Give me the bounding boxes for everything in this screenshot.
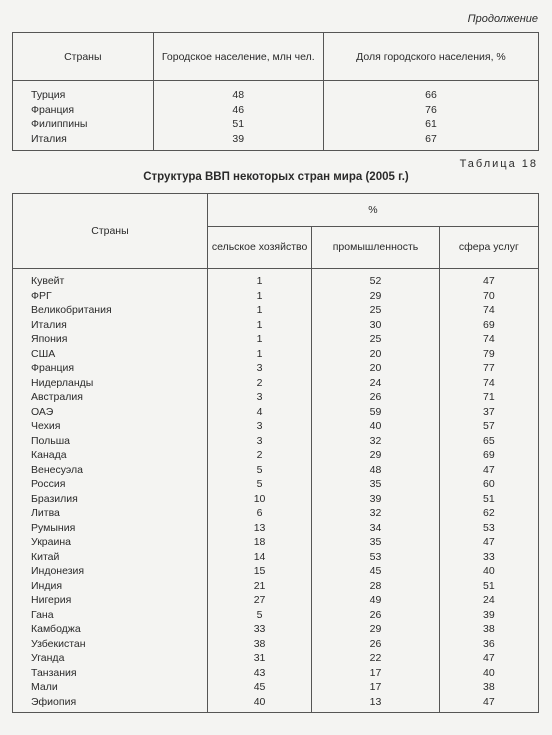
table-cell-services: 47 xyxy=(483,463,495,476)
continuation-label: Продолжение xyxy=(467,13,538,25)
table-cell-country: Канада xyxy=(31,449,67,461)
table-cell-industry: 24 xyxy=(369,376,382,389)
table-cell-services: 37 xyxy=(483,405,495,418)
table-cell-services: 53 xyxy=(483,521,495,534)
table-cell-country: Камбоджа xyxy=(31,623,81,635)
table-cell-agriculture: 27 xyxy=(253,594,266,606)
table-cell-industry: 35 xyxy=(369,478,382,490)
table-cell-industry: 48 xyxy=(369,463,382,476)
table-cell-urban_share: 61 xyxy=(425,118,437,130)
table-cell-industry: 17 xyxy=(369,666,382,679)
table-cell-urban_pop: 48 xyxy=(232,89,245,101)
t2-country-column xyxy=(13,274,207,709)
table-cell-country: Польша xyxy=(31,434,71,447)
table-cell-agriculture: 18 xyxy=(253,536,266,548)
table-cell-services: 69 xyxy=(483,449,495,461)
table-cell-agriculture: 31 xyxy=(253,652,266,664)
table-cell-agriculture: 1 xyxy=(256,347,263,360)
header-percent: % xyxy=(207,194,538,227)
header-country: Страны xyxy=(13,33,154,81)
table-cell-agriculture: 2 xyxy=(256,449,263,461)
table-cell-country: Уганда xyxy=(31,652,65,664)
table-cell-country: Индонезия xyxy=(31,565,85,577)
table-cell-agriculture: 38 xyxy=(253,637,266,650)
table-cell-urban_share: 76 xyxy=(425,103,437,116)
table-cell-services: 38 xyxy=(483,623,495,635)
table-cell-services: 57 xyxy=(483,420,495,432)
t2-agriculture-column xyxy=(208,274,311,709)
t1-urban-share-column xyxy=(324,88,538,146)
table-cell-services: 69 xyxy=(483,318,495,331)
table-cell-industry: 26 xyxy=(369,391,382,403)
table-cell-industry: 30 xyxy=(369,318,382,331)
table-cell-country: Италия xyxy=(31,318,67,331)
table-cell-agriculture: 1 xyxy=(256,318,263,331)
table-cell-country: Австралия xyxy=(31,391,83,403)
table-cell-services: 47 xyxy=(483,652,495,664)
table-cell-industry: 32 xyxy=(369,507,382,519)
table-cell-agriculture: 21 xyxy=(253,579,266,592)
table-cell-services: 74 xyxy=(483,333,495,345)
table-cell-agriculture: 1 xyxy=(256,333,263,345)
table-cell-industry: 52 xyxy=(369,275,382,287)
table-body-row xyxy=(13,81,539,151)
header-country: Страны xyxy=(13,194,208,269)
table-cell-country: Украина xyxy=(31,536,71,548)
table-cell-country: Венесуэла xyxy=(31,463,83,476)
table-cell-industry: 40 xyxy=(369,420,382,432)
table-cell-urban_pop: 39 xyxy=(232,132,245,145)
table-cell-industry: 39 xyxy=(369,492,382,505)
table-body-row xyxy=(13,269,539,713)
table-cell-services: 40 xyxy=(483,666,495,679)
table-cell-country: Китай xyxy=(31,550,60,563)
table-cell-industry: 13 xyxy=(369,695,382,708)
table-cell-industry: 22 xyxy=(369,652,382,664)
table-cell-industry: 59 xyxy=(369,405,382,418)
table-cell-services: 47 xyxy=(483,536,495,548)
table-cell-services: 79 xyxy=(483,347,495,360)
table-header-row xyxy=(13,33,539,81)
table-number-label: Таблица 18 xyxy=(459,158,538,170)
table-cell-agriculture: 3 xyxy=(256,434,263,447)
table-cell-industry: 28 xyxy=(369,579,382,592)
header-urban-share: Доля городского населения, % xyxy=(323,33,538,81)
table-cell-industry: 26 xyxy=(369,637,382,650)
table-cell-agriculture: 43 xyxy=(253,666,266,679)
table-cell-industry: 34 xyxy=(369,521,382,534)
table-cell-services: 47 xyxy=(483,695,495,708)
table-cell-services: 36 xyxy=(483,637,495,650)
t2-services-column xyxy=(440,274,538,709)
table-cell-services: 74 xyxy=(483,304,495,316)
table-cell-services: 51 xyxy=(483,579,495,592)
table-cell-agriculture: 5 xyxy=(256,463,263,476)
table-cell-agriculture: 3 xyxy=(256,420,263,432)
table-cell-country: Бразилия xyxy=(31,492,78,505)
table-cell-country: Нигерия xyxy=(31,594,72,606)
table-header-row xyxy=(13,194,539,227)
table-cell-services: 40 xyxy=(483,565,495,577)
table-cell-country: Франция xyxy=(31,103,75,116)
table-cell-industry: 49 xyxy=(369,594,382,606)
table-cell-agriculture: 1 xyxy=(256,275,263,287)
table-cell-industry: 45 xyxy=(369,565,382,577)
table-cell-agriculture: 6 xyxy=(256,507,263,519)
table-cell-services: 71 xyxy=(483,391,495,403)
table-cell-industry: 53 xyxy=(369,550,382,563)
table-cell-agriculture: 3 xyxy=(256,391,263,403)
table-cell-country: Турция xyxy=(31,89,66,101)
table-cell-country: Танзания xyxy=(31,666,77,679)
table-cell-industry: 17 xyxy=(369,681,382,693)
table-cell-agriculture: 15 xyxy=(253,565,266,577)
t1-country-column xyxy=(13,88,153,146)
table-cell-agriculture: 5 xyxy=(256,608,263,621)
table-cell-agriculture: 14 xyxy=(253,550,266,563)
table-cell-industry: 26 xyxy=(369,608,382,621)
header-urban-population: Городское население, млн чел. xyxy=(153,33,323,81)
table-cell-agriculture: 5 xyxy=(256,478,263,490)
table-cell-country: Чехия xyxy=(31,420,61,432)
table-cell-agriculture: 45 xyxy=(253,681,266,693)
table-cell-country: Великобритания xyxy=(31,304,112,316)
header-services: сфера услуг xyxy=(439,227,538,269)
table-cell-services: 47 xyxy=(483,275,495,287)
table-cell-services: 38 xyxy=(483,681,495,693)
table-cell-industry: 32 xyxy=(369,434,382,447)
urban-population-table xyxy=(12,32,539,151)
table-cell-country: Россия xyxy=(31,478,66,490)
gdp-structure-table xyxy=(12,193,539,713)
table-cell-country: Узбекистан xyxy=(31,637,86,650)
table-cell-industry: 25 xyxy=(369,304,382,316)
table-cell-industry: 29 xyxy=(369,289,382,302)
table-cell-country: Гана xyxy=(31,608,54,621)
table-cell-urban_pop: 46 xyxy=(232,103,245,116)
table-cell-country: США xyxy=(31,347,56,360)
table-cell-country: Эфиопия xyxy=(31,695,77,708)
header-industry: промышленность xyxy=(312,227,440,269)
table-cell-services: 39 xyxy=(483,608,495,621)
table-cell-agriculture: 1 xyxy=(256,304,263,316)
header-agriculture: сельское хозяйство xyxy=(207,227,311,269)
table-cell-services: 70 xyxy=(483,289,495,302)
table-cell-industry: 20 xyxy=(369,362,382,374)
t1-urban-pop-column xyxy=(154,88,323,146)
table-cell-urban_share: 66 xyxy=(425,89,437,101)
table-cell-services: 60 xyxy=(483,478,495,490)
table-cell-industry: 20 xyxy=(369,347,382,360)
table-cell-agriculture: 2 xyxy=(256,376,263,389)
table-cell-country: Мали xyxy=(31,681,58,693)
table-cell-urban_share: 67 xyxy=(425,132,437,145)
table-cell-industry: 35 xyxy=(369,536,382,548)
table-cell-country: Кувейт xyxy=(31,275,65,287)
table-cell-agriculture: 40 xyxy=(253,695,266,708)
table-cell-country: Нидерланды xyxy=(31,376,94,389)
table-cell-agriculture: 33 xyxy=(253,623,266,635)
table-cell-services: 74 xyxy=(483,376,495,389)
table-cell-country: Япония xyxy=(31,333,68,345)
table-cell-country: Литва xyxy=(31,507,60,519)
table-cell-country: Франция xyxy=(31,362,75,374)
t2-industry-column xyxy=(312,274,439,709)
table-cell-services: 65 xyxy=(483,434,495,447)
table-cell-country: Италия xyxy=(31,132,67,145)
table-cell-services: 51 xyxy=(483,492,495,505)
table-cell-agriculture: 1 xyxy=(256,289,263,302)
table-cell-services: 62 xyxy=(483,507,495,519)
table-cell-country: ФРГ xyxy=(31,289,52,302)
table-cell-agriculture: 4 xyxy=(256,405,263,418)
table-cell-industry: 29 xyxy=(369,623,382,635)
table-title: Структура ВВП некоторых стран мира (2005 г.) xyxy=(143,171,409,183)
table-cell-services: 77 xyxy=(483,362,495,374)
table-cell-agriculture: 3 xyxy=(256,362,263,374)
table-cell-country: Филиппины xyxy=(31,118,88,130)
table-cell-country: Индия xyxy=(31,579,63,592)
table-cell-urban_pop: 51 xyxy=(232,118,245,130)
table-cell-country: ОАЭ xyxy=(31,405,54,418)
table-cell-agriculture: 10 xyxy=(253,492,266,505)
table-cell-agriculture: 13 xyxy=(253,521,266,534)
table-cell-services: 24 xyxy=(483,594,495,606)
table-cell-industry: 25 xyxy=(369,333,382,345)
table-cell-country: Румыния xyxy=(31,521,76,534)
table-cell-industry: 29 xyxy=(369,449,382,461)
table-cell-services: 33 xyxy=(483,550,495,563)
